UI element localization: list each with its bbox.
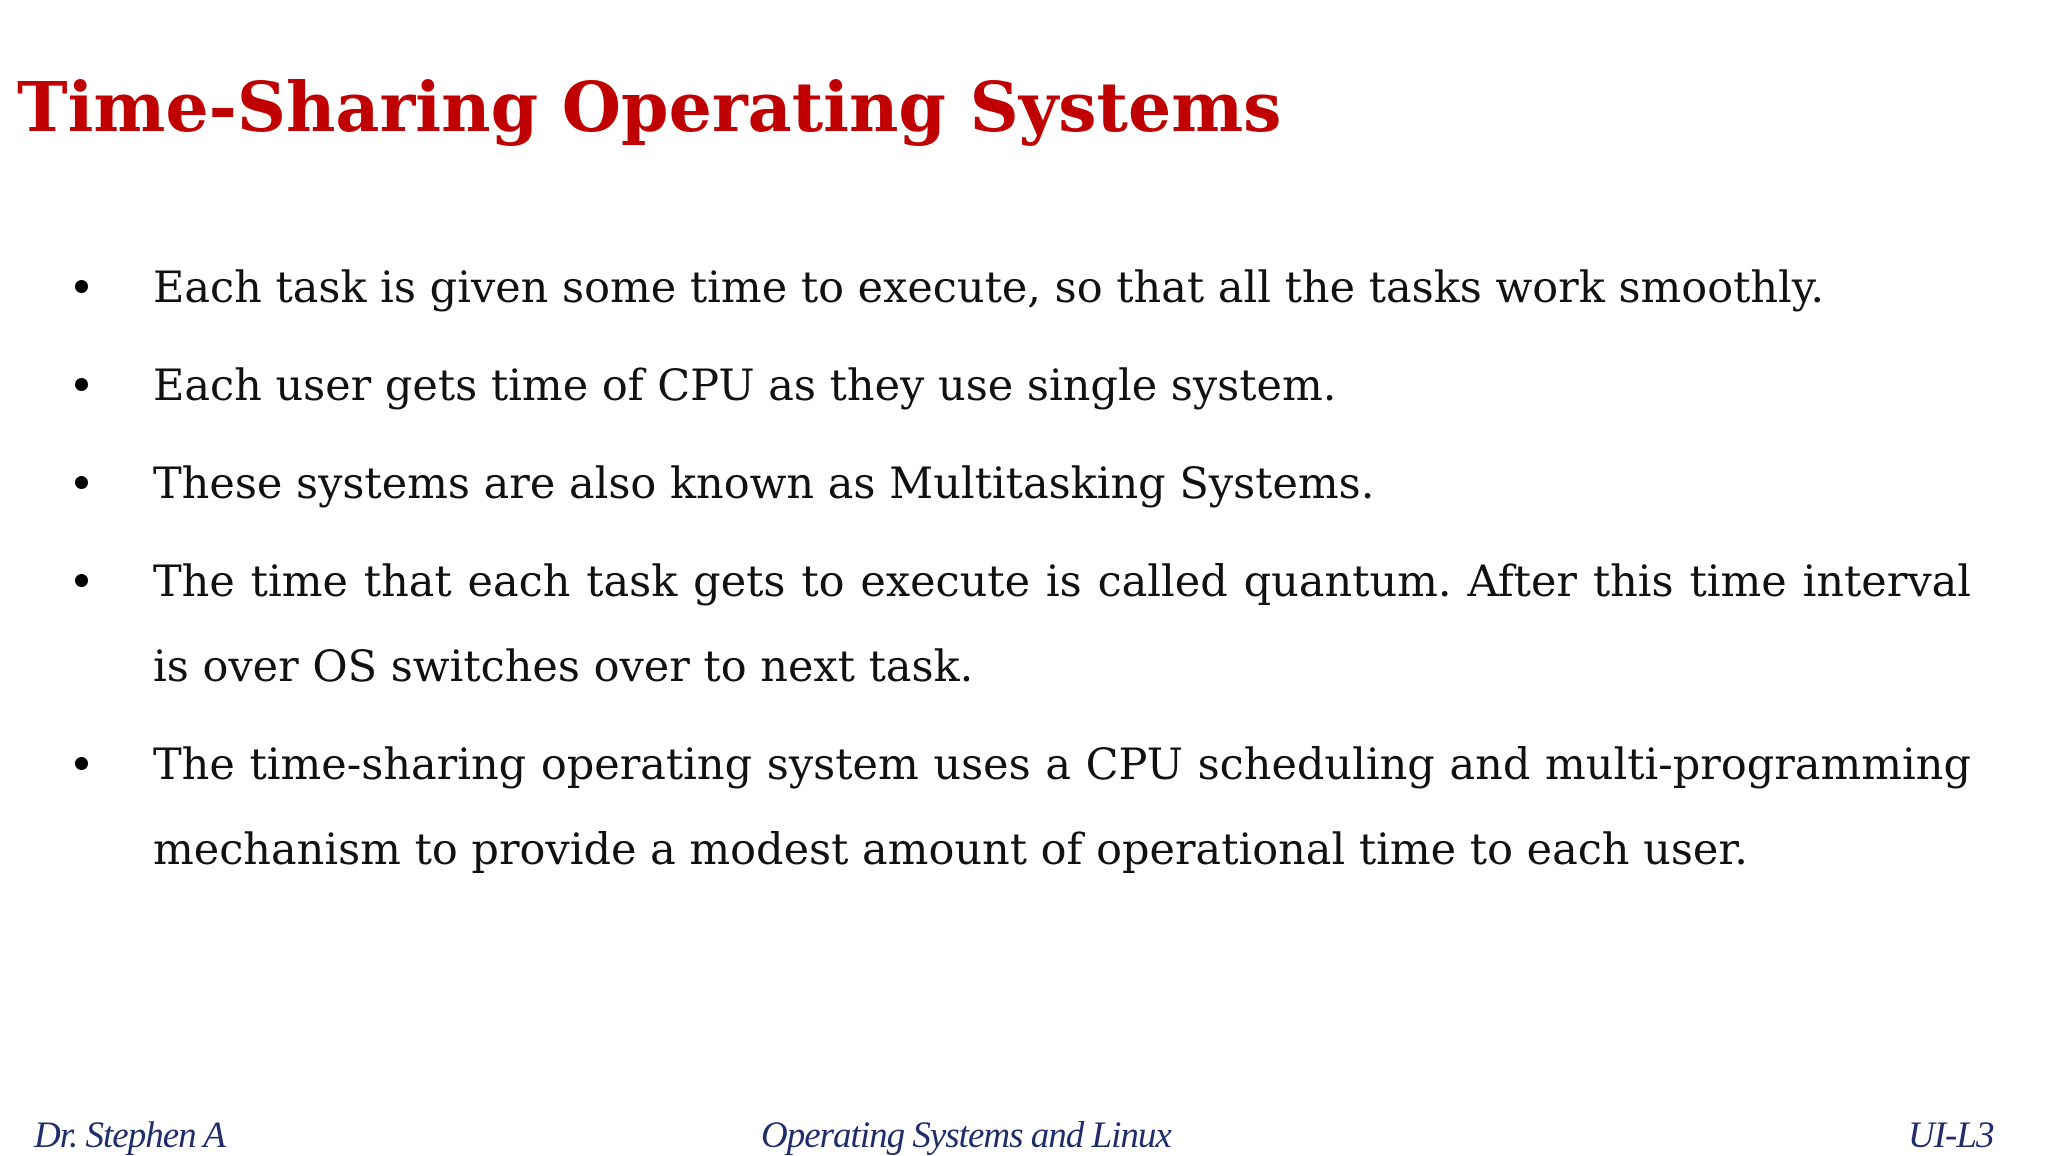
bullet-item bbox=[0, 540, 2048, 710]
bullet-item bbox=[0, 442, 2048, 527]
slide-title: Time-Sharing Operating Systems bbox=[17, 68, 1282, 148]
bullet-text: Each task is given some time to execute, so that all the tasks work smoothly. bbox=[153, 263, 1825, 313]
bullet-dot-icon bbox=[75, 476, 88, 489]
bullet-item bbox=[0, 246, 2048, 331]
bullet-list bbox=[0, 246, 2048, 906]
bullet-dot-icon bbox=[75, 378, 88, 391]
bullet-text: The time-sharing operating system uses a CPU scheduling and multi-programming mechanism to provide a modest amount of operational time to each user. bbox=[153, 740, 1971, 875]
footer-course: Operating Systems and Linux bbox=[761, 1115, 1171, 1156]
bullet-item bbox=[0, 344, 2048, 429]
bullet-text: Each user gets time of CPU as they use single system. bbox=[153, 361, 1337, 411]
bullet-item bbox=[0, 723, 2048, 893]
bullet-text: These systems are also known as Multitasking Systems. bbox=[153, 459, 1375, 509]
bullet-dot-icon bbox=[75, 574, 88, 587]
footer-author: Dr. Stephen A bbox=[34, 1115, 225, 1156]
footer-code: UI-L3 bbox=[1908, 1115, 1994, 1156]
bullet-dot-icon bbox=[75, 757, 88, 770]
bullet-text: The time that each task gets to execute is called quantum. After this time interval is over OS switches over to next task. bbox=[153, 557, 1971, 692]
bullet-dot-icon bbox=[75, 280, 88, 293]
